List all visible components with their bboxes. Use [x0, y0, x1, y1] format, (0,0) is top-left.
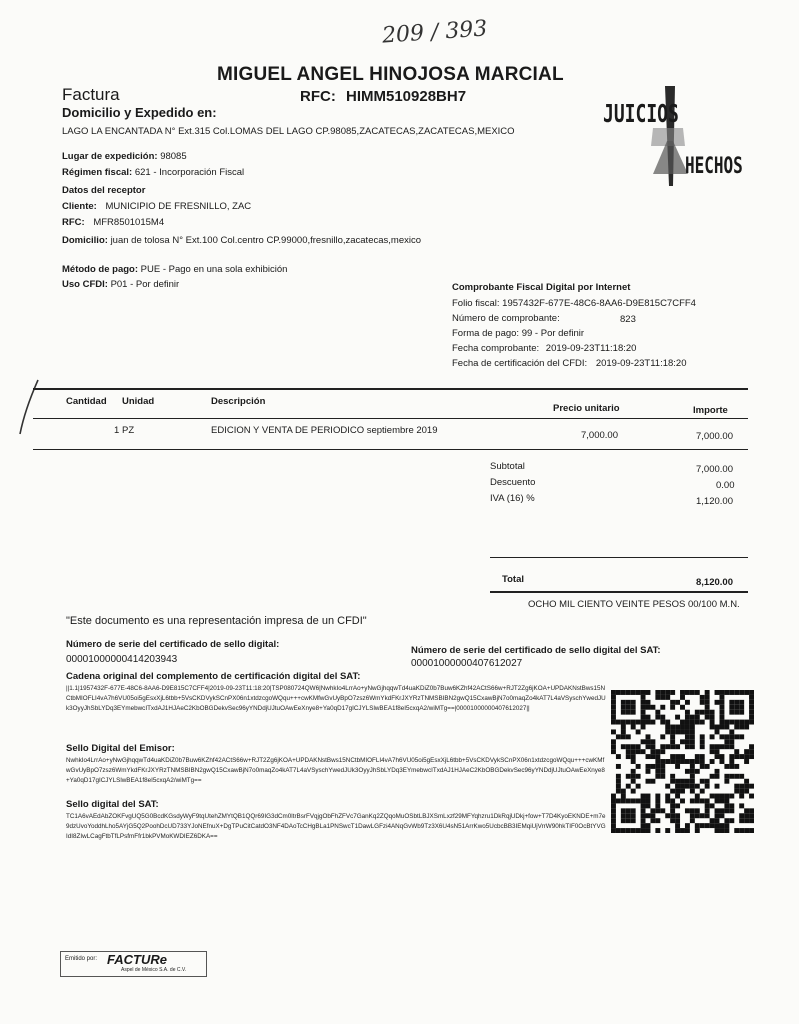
serie-sat-value: 00001000000407612027	[411, 658, 523, 669]
cadena-value: ||1.1|1957432F-677E-48C6-8AA6-D9E815C7CFF4|2019-09-23T11:18:20|TSP080724QW6|NwhkIo4LrrAo+yNwGjhqqwTd4uaKDiZ0b7Buw6KZhf42ACtS66w+RJT2Zg6jKOA+UPDAKNstBws15NCtbMIOFLI4vA7h6VU05oi5gEsxXjL6tbb+5VsCKDVykSCnPX06n1xtdzcgoWQqu+++cwKMfwGvUyBpO7zsz6WmYkdFKrJXYRzTNMSBIBN2gwQ15CxawBjN7o0maqZo4kAT7L4aVSyschYwedJUk3OyyJhSbLYDq3EYmebwcITxdAJ1HJAeC2KbOBGDekvSec96yYNDdjUJtuOAwEeXnye8+Ya0qD17gICJYLSlwBEA1f8eI5cxqA2/wiMTg==|00001000000407612027||	[66, 685, 606, 712]
folio-label: Folio fiscal:	[452, 298, 500, 309]
representacion-text: "Este documento es una representación impresa de un CFDI"	[66, 615, 367, 627]
descuento-value: 0.00	[716, 480, 735, 491]
row-unidad: PZ	[122, 425, 135, 436]
lugar-label: Lugar de expedición:	[62, 151, 158, 162]
forma-pago	[452, 328, 584, 339]
sello-sat-label: Sello digital del SAT:	[66, 799, 159, 810]
table-top-rule	[33, 388, 748, 390]
metodo-label: Método de pago:	[62, 264, 138, 275]
total-value: 8,120.00	[696, 577, 733, 588]
lugar-expedicion	[62, 151, 187, 162]
fecha-value: 2019-09-23T11:18:20	[545, 343, 637, 354]
iva-label: IVA (16) %	[490, 493, 535, 504]
table-bottom-rule	[33, 449, 748, 450]
forma-label: Forma de pago:	[452, 328, 520, 339]
row-cantidad: 1	[114, 425, 120, 436]
folio-fiscal	[452, 298, 696, 309]
serie-cert-label: Número de serie del certificado de sello digital:	[66, 639, 280, 650]
serie-sat-label: Número de serie del certificado de sello digital del SAT:	[411, 645, 661, 656]
col-unidad: Unidad	[122, 396, 155, 407]
issuer-rfc-label: RFC:	[300, 88, 336, 105]
col-cantidad: Cantidad	[66, 396, 107, 407]
sello-emisor-label: Sello Digital del Emisor:	[66, 743, 175, 754]
cert-value: 2019-09-23T11:18:20	[595, 358, 687, 369]
col-descripcion: Descripción	[211, 396, 266, 407]
subtotal-value: 7,000.00	[696, 464, 733, 475]
logo-line1: JUICIOS	[603, 99, 679, 130]
receptor-domicilio-label: Domicilio:	[62, 235, 108, 246]
numero-comprobante-value: 823	[620, 314, 636, 325]
regimen-label: Régimen fiscal:	[62, 167, 133, 178]
receptor-cliente	[62, 201, 251, 212]
domicilio-label: Domicilio y Expedido en:	[62, 105, 217, 120]
qr-code	[611, 690, 754, 833]
total-letra: OCHO MIL CIENTO VEINTE PESOS 00/100 M.N.	[528, 599, 740, 610]
regimen-fiscal	[62, 167, 244, 178]
metodo-pago	[62, 264, 287, 275]
emitido-por-stamp	[60, 951, 207, 977]
juicios-hechos-logo	[593, 86, 748, 186]
fecha-certificacion	[452, 358, 687, 369]
col-importe: Importe	[693, 405, 728, 416]
subtotal-label: Subtotal	[490, 461, 525, 472]
stamp-sub: Aspel de México S.A. de C.V.	[121, 967, 187, 973]
total-top-rule	[490, 557, 748, 558]
cadena-label: Cadena original del complemento de certificación digital del SAT:	[66, 671, 361, 682]
stamp-prefix: Emitido por:	[65, 956, 98, 962]
cert-label: Fecha de certificación del CFDI:	[452, 358, 588, 369]
row-descripcion: EDICION Y VENTA DE PERIODICO septiembre 2019	[211, 425, 438, 436]
col-precio: Precio unitario	[553, 403, 620, 414]
receptor-domicilio-value: juan de tolosa N° Ext.100 Col.centro CP.99000,fresnillo,zacatecas,mexico	[110, 235, 421, 246]
pen-mark	[14, 378, 44, 438]
table-header-rule	[33, 418, 748, 419]
total-bottom-rule	[490, 591, 748, 593]
doc-type: Factura	[62, 85, 120, 104]
cliente-value: MUNICIPIO DE FRESNILLO, ZAC	[105, 201, 252, 212]
row-precio: 7,000.00	[581, 430, 618, 441]
forma-value: 99 - Por definir	[521, 328, 585, 339]
uso-cfdi	[62, 279, 179, 290]
receptor-domicilio	[62, 235, 421, 246]
iva-value: 1,120.00	[696, 496, 733, 507]
issuer-rfc	[300, 88, 466, 105]
domicilio-value: LAGO LA ENCANTADA N° Ext.315 Col.LOMAS DEL LAGO CP.98085,ZACATECAS,ZACATECAS,MEXICO	[62, 126, 515, 137]
receptor-rfc-value: MFR8501015M4	[93, 217, 165, 228]
fecha-comprobante	[452, 343, 636, 354]
fecha-label: Fecha comprobante:	[452, 343, 540, 354]
logo-line2: HECHOS	[685, 152, 743, 179]
total-label: Total	[502, 574, 524, 585]
receptor-rfc-label: RFC:	[62, 217, 85, 228]
lugar-value: 98085	[160, 151, 187, 162]
uso-value: P01 - Por definir	[110, 279, 180, 290]
comprobante-heading: Comprobante Fiscal Digital por Internet	[452, 282, 631, 293]
receptor-rfc	[62, 217, 164, 228]
serie-cert-value: 00001000000414203943	[66, 654, 178, 665]
receptor-heading: Datos del receptor	[62, 185, 146, 196]
issuer-name: MIGUEL ANGEL HINOJOSA MARCIAL	[217, 64, 564, 85]
sello-sat-value: TC1A6vAEdAbZOKFvgUQ5G0BcdKGsdyWyF9tqUtehZMYtQB1QQr69IG3dCm0ltrBsrFVqjgObFhZFVc7GanKq2ZQqoMuOSbtLBJXSmLxzf29MFYqhzru1DkRqjUDkj+fow+T7D4KyoEKNDE+m7e9dzUvoYoddhLho5AYjG5Q2PoohDcUD733YJoNEfnuX+DgTPuCitCatdO3NF4DAoTcCHgBLa1PNSwcT1DawLGFzi4ANqGvWb9Tz3X6U4sN51ArrKwo5UcbcBB3IEMqiUjVrrW90hkTIF0OcBtYVGIdI8ZIwLCagFtbTfLPsfmFfr1bkPVMoKWDIEZ6DKA==	[66, 813, 606, 840]
sello-emisor-value: NwhkIo4LrrAo+yNwGjhqqwTd4uaKDiZ0b7Buw6KZhf42ACtS66w+RJT2Zg6jKOA+UPDAKNstBws15NCtbMIOFLI4vA7h6VU05oi5gEsxXjL6tbb+5VsCKDVykSCnPX06n1xtdzcgoWQqu+++cwKMfwGvUyBpO7zsz6WmYkdFKrJXYRzTNMSBIBN2gwQ15CxawBjN7o0maqZo4kAT7L4aVSyschYwedJUk3OyyJhSbLYDq3EYmebwcITxdAJ1HJAeC2KbOBGDekvSec96yYNDdjUJtuOAwEeXnye8+Ya0qD17gICJYLSlwBEA1f8eI5cxqA2/wiMTg==	[66, 757, 605, 784]
metodo-value: PUE - Pago en una sola exhibición	[140, 264, 288, 275]
handwritten-note: 209 / 393	[381, 16, 489, 49]
cliente-label: Cliente:	[62, 201, 97, 212]
descuento-label: Descuento	[490, 477, 536, 488]
folio-value: 1957432F-677E-48C6-8AA6-D9E815C7CFF4	[502, 298, 696, 309]
uso-label: Uso CFDI:	[62, 279, 108, 290]
numero-comprobante-label: Número de comprobante:	[452, 313, 560, 324]
row-importe: 7,000.00	[696, 431, 733, 442]
regimen-value: 621 - Incorporación Fiscal	[134, 167, 245, 178]
stamp-brand: FACTURe	[107, 952, 167, 967]
issuer-rfc-value: HIMM510928BH7	[346, 88, 467, 105]
